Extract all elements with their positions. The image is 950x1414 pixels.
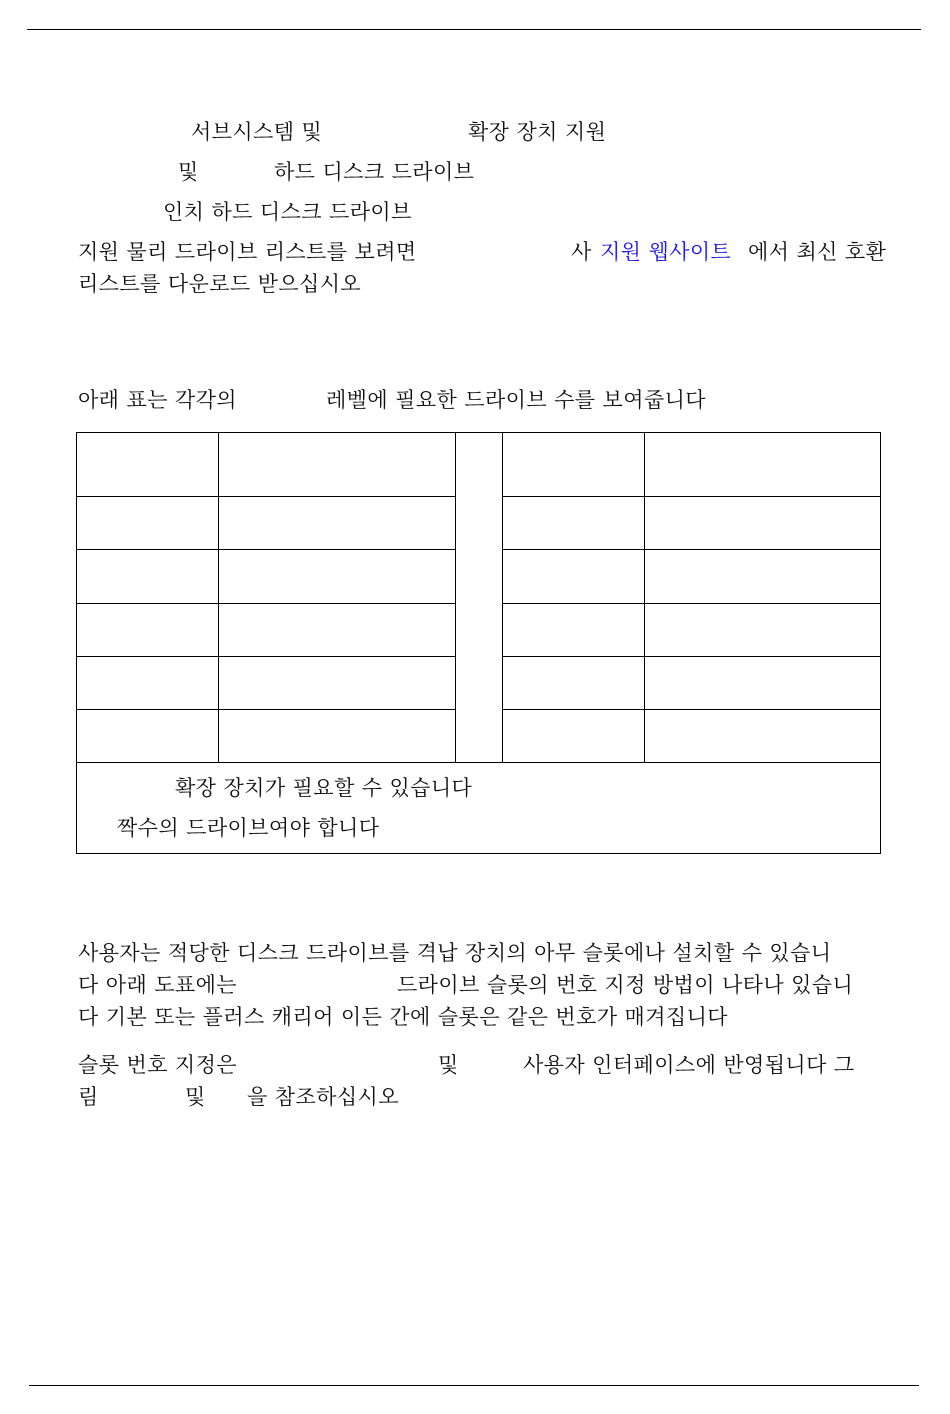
table-row-divider: [502, 603, 880, 604]
table-col-divider: [218, 433, 219, 763]
section3-para2-line2-b: 및: [185, 1085, 206, 1109]
section3-para1-line2-b: 드라이브 슬롯의 번호 지정 방법이 나타나 있습니: [397, 973, 854, 997]
section3-para2-line2-a: 림: [78, 1085, 99, 1109]
top-rule: [27, 29, 921, 30]
section3-para1-line2-a: 다 아래 도표에는: [78, 973, 237, 997]
section3-para2-line1-c: 사용자 인터페이스에 반영됩니다 그: [523, 1053, 855, 1077]
table-row-divider: [502, 549, 880, 550]
table-col-divider: [455, 433, 456, 763]
section1-para-c: 에서 최신 호환: [748, 240, 887, 264]
section3-para2-line1-a: 슬롯 번호 지정은: [78, 1053, 237, 1077]
table-note-2: 짝수의 드라이브여야 합니다: [117, 816, 380, 840]
table-col-divider: [502, 433, 503, 763]
section1-line2-a: 및: [178, 160, 199, 184]
bottom-rule: [29, 1385, 919, 1386]
section1-line1-b: 확장 장치 지원: [468, 120, 607, 144]
section1-para-b: 사: [571, 240, 592, 264]
table-note-1: 확장 장치가 필요할 수 있습니다: [175, 776, 473, 800]
section3-para2-line1-b: 및: [438, 1053, 459, 1077]
section3-para2-line2-c: 을 참조하십시오: [247, 1085, 399, 1109]
table-footer-divider: [77, 762, 880, 763]
table-row-divider: [502, 709, 880, 710]
table-row-divider: [77, 496, 455, 497]
section1-line1-a: 서브시스템 및: [191, 120, 323, 144]
table-col-divider: [644, 433, 645, 763]
section1-line3: 인치 하드 디스크 드라이브: [163, 200, 412, 224]
table-row-divider: [502, 656, 880, 657]
section3-para1-line3: 다 기본 또는 플러스 캐리어 이든 간에 슬롯은 같은 번호가 매겨집니다: [78, 1005, 728, 1029]
table-intro-b: 레벨에 필요한 드라이브 수를 보여줍니다: [326, 388, 706, 412]
section1-para-line2: 리스트를 다운로드 받으십시오: [78, 272, 362, 296]
table-row-divider: [77, 549, 455, 550]
table-row-divider: [77, 709, 455, 710]
section1-line2-b: 하드 디스크 드라이브: [274, 160, 475, 184]
table-row-divider: [502, 496, 880, 497]
support-website-link[interactable]: 지원 웹사이트: [600, 240, 732, 264]
table-intro-a: 아래 표는 각각의: [78, 388, 237, 412]
section1-para-a: 지원 물리 드라이브 리스트를 보려면: [78, 240, 417, 264]
table-row-divider: [77, 603, 455, 604]
raid-drive-table: [76, 432, 881, 854]
section3-para1-line1: 사용자는 적당한 디스크 드라이브를 격납 장치의 아무 슬롯에나 설치할 수 있습니: [78, 941, 832, 965]
table-row-divider: [77, 656, 455, 657]
